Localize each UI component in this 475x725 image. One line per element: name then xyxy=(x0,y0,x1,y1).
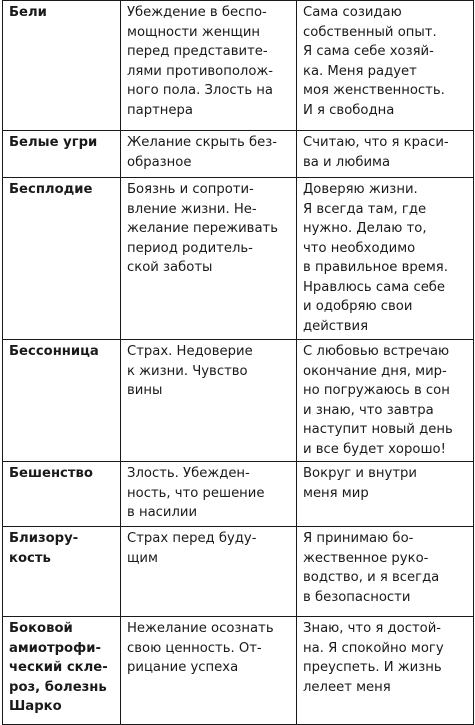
table-row xyxy=(3,1,474,131)
table-row xyxy=(3,617,474,725)
cause-line: Страх перед буду- xyxy=(127,531,257,546)
affirmation-line: С любовью встречаю xyxy=(303,344,450,359)
affirmation-line: в правильное время. xyxy=(303,260,448,275)
affirmation-line: Вокруг и внутри xyxy=(303,466,417,481)
table-row xyxy=(3,462,474,527)
cause-line: Злость. Убежден- xyxy=(127,466,250,481)
term-line: Бешенство xyxy=(9,466,93,481)
cause-line: свою ценность. От- xyxy=(127,640,262,656)
affirmation-line: ва и любима xyxy=(303,154,391,170)
table-row xyxy=(3,131,474,178)
cause-line: желание переживать xyxy=(127,221,278,236)
cause-line: ской заботы xyxy=(127,260,213,275)
cause-line: щим xyxy=(127,550,158,566)
affirmation-line: но погружаюсь в сон xyxy=(303,383,450,398)
affirmation-line: что необходимо xyxy=(303,240,416,256)
table-row xyxy=(3,340,474,462)
affirmation-cell xyxy=(297,462,474,527)
affirmation-cell xyxy=(297,131,474,178)
term-cell xyxy=(3,527,121,617)
affirmation-line: наступит новый день xyxy=(303,422,453,437)
term-line: Белые угри xyxy=(9,135,98,150)
cause-line: к жизни. Чувство xyxy=(127,363,248,379)
affirmation-cell xyxy=(297,617,474,725)
affirmation-line: нужно. Делаю то, xyxy=(303,221,427,236)
affirmation-line: и одобряю свои xyxy=(303,299,413,314)
affirmation-line: окончание дня, мир- xyxy=(303,363,447,379)
term-line: кость xyxy=(9,550,51,566)
cause-cell xyxy=(121,131,297,178)
term-cell xyxy=(3,340,121,462)
affirmation-cell xyxy=(297,178,474,340)
affirmation-line: жественное руко- xyxy=(303,550,429,566)
cause-cell xyxy=(121,340,297,462)
term-cell xyxy=(3,462,121,527)
cause-line: Боязнь и сопроти- xyxy=(127,182,254,197)
affirmation-line: на. Я спокойно могу xyxy=(303,640,444,656)
affirmation-line: в безопасности xyxy=(303,589,411,605)
cause-line: вины xyxy=(127,383,163,398)
affirmation-line: Доверяю жизни. xyxy=(303,182,418,197)
affirmation-line: действия xyxy=(303,318,369,334)
cause-line: рицание успеха xyxy=(127,660,239,675)
cause-line: в насилии xyxy=(127,505,198,520)
cause-cell xyxy=(121,617,297,725)
affirmation-line: Сама созидаю xyxy=(303,5,402,20)
affirmation-line: меня мир xyxy=(303,485,369,501)
cause-line: образное xyxy=(127,154,192,170)
cause-line: Желание скрыть без- xyxy=(127,135,277,150)
affirmation-line: Нравлюсь сама себе xyxy=(303,279,446,295)
cause-line: партнера xyxy=(127,102,193,118)
term-line: Бели xyxy=(9,5,47,20)
affirmation-line: преуспеть. И жизнь xyxy=(303,660,442,675)
affirmation-line: Считаю, что я краси- xyxy=(303,135,449,150)
cause-line: Страх. Недоверие xyxy=(127,344,253,359)
affirmation-line: собственный опыт. xyxy=(303,24,437,40)
term-line: Бессонница xyxy=(9,344,99,359)
cause-line: мощности женщин xyxy=(127,24,261,40)
term-line: Шарко xyxy=(9,699,62,714)
term-line: амиотрофи- xyxy=(9,640,101,656)
affirmation-line: Знаю, что я достой- xyxy=(303,621,442,636)
term-line: роз, болезнь xyxy=(9,679,107,695)
term-line: Боковой xyxy=(9,621,73,636)
affirmation-line: ка. Меня радует xyxy=(303,63,417,79)
table-row xyxy=(3,527,474,617)
cause-line: вление жизни. Не- xyxy=(127,201,257,217)
cause-line: лями противополож- xyxy=(127,63,274,79)
cause-line: ного пола. Злость на xyxy=(127,83,274,98)
table-body xyxy=(3,1,474,725)
affirmation-line: и все будет хорошо! xyxy=(303,441,446,457)
affirmation-cell xyxy=(297,527,474,617)
affirmation-cell xyxy=(297,1,474,131)
disease-cause-affirmation-table xyxy=(2,0,474,725)
affirmation-line: и знаю, что завтра xyxy=(303,402,434,418)
cause-line: Нежелание осознать xyxy=(127,621,274,636)
cause-cell xyxy=(121,1,297,131)
cause-cell xyxy=(121,178,297,340)
term-cell xyxy=(3,131,121,178)
cause-cell xyxy=(121,462,297,527)
cause-line: период родитель- xyxy=(127,240,253,256)
term-cell xyxy=(3,178,121,340)
term-cell xyxy=(3,1,121,131)
affirmation-line: Я сама себе хозяй- xyxy=(303,44,434,59)
term-cell xyxy=(3,617,121,725)
affirmation-line: лелеет меня xyxy=(303,679,391,695)
affirmation-line: Я принимаю бо- xyxy=(303,531,414,546)
cause-line: Убеждение в беспо- xyxy=(127,5,267,20)
affirmation-cell xyxy=(297,340,474,462)
affirmation-line: И я свободна xyxy=(303,102,395,118)
term-line: Бесплодие xyxy=(9,182,93,197)
affirmation-line: водство, и я всегда xyxy=(303,570,440,585)
cause-cell xyxy=(121,527,297,617)
table-row xyxy=(3,178,474,340)
term-line: Близору- xyxy=(9,531,79,546)
term-line: ческий скле- xyxy=(9,660,108,675)
affirmation-line: моя женственность. xyxy=(303,83,445,98)
affirmation-line: Я всегда там, где xyxy=(303,201,427,217)
cause-line: перед представите- xyxy=(127,44,268,59)
cause-line: ность, что решение xyxy=(127,485,265,501)
